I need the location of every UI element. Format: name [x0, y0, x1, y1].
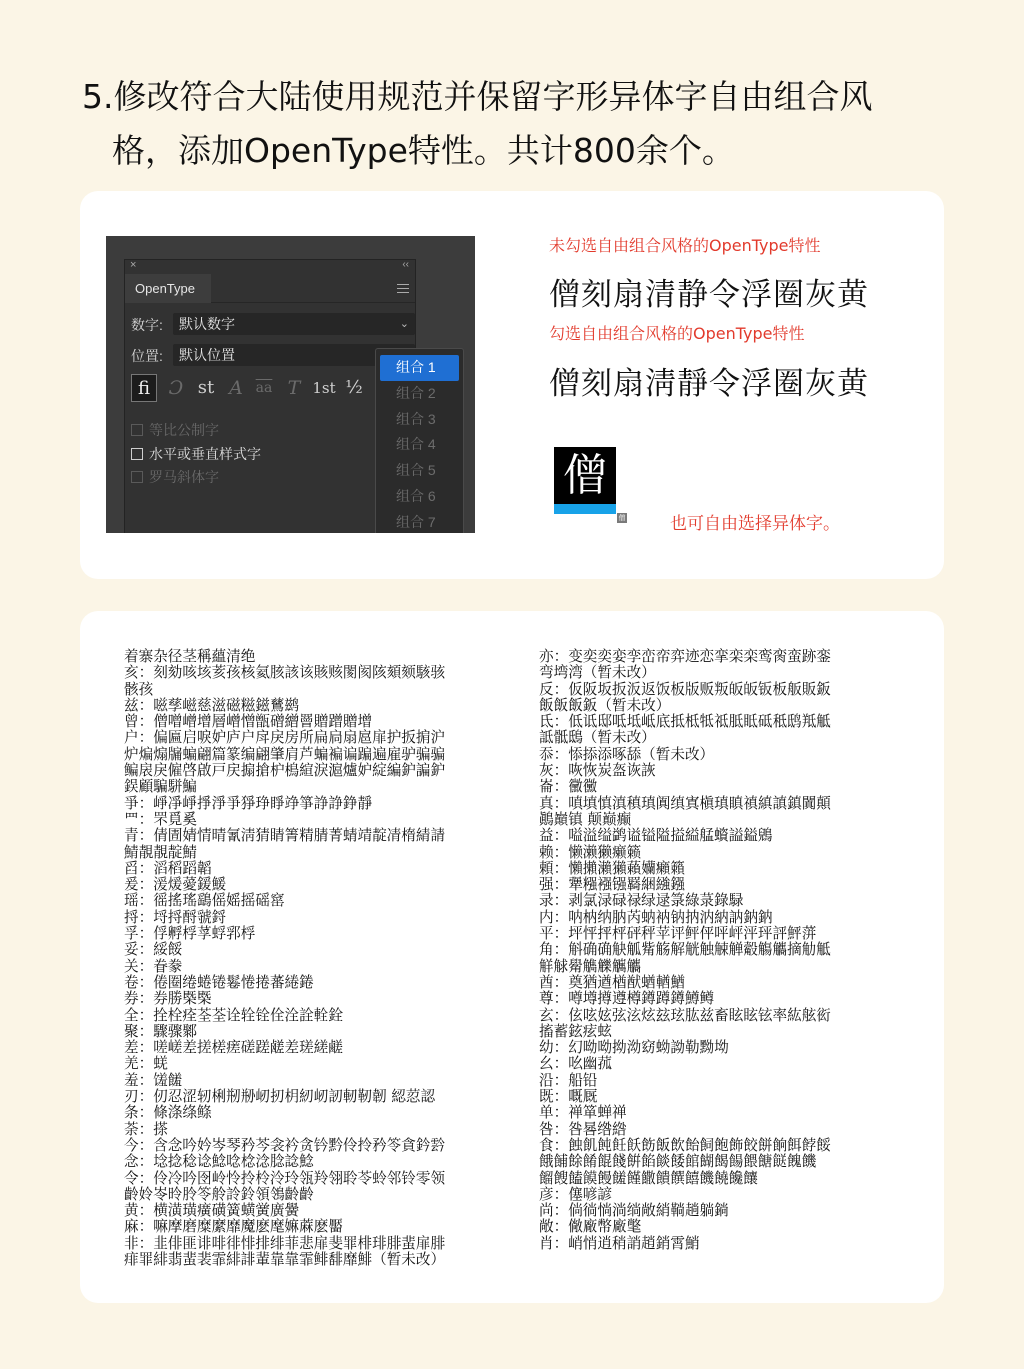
caption-feature-off: 未勾选自由组合风格的OpenType特性	[549, 236, 821, 255]
glyph-selection-highlight	[554, 504, 616, 514]
list-row: 孚：俘孵桴莩蜉郛桴	[124, 925, 256, 943]
list-row: 彦：僿喭諺	[539, 1185, 612, 1203]
list-row: 忝：悿掭添啄舔（暂未改）	[539, 745, 715, 763]
stylistic-alternate-button[interactable]: A	[229, 377, 243, 399]
list-row: 爰：湲煖薆鍰鰀	[124, 876, 227, 894]
checkbox-label: 等比公制字	[149, 422, 219, 438]
selected-glyph-preview[interactable]: 僧	[554, 447, 616, 507]
contextual-alternate-button[interactable]: T	[287, 377, 301, 399]
list-row: 鳊扆戾僱啓啟戸戻搧搶枦樢縇淚滬爐妒綻編鈩諞鈩	[124, 762, 446, 780]
fraction-button[interactable]: ½	[345, 377, 363, 398]
list-row: 酋：奠猶遒楢猷蝤輶鰌	[539, 973, 685, 991]
menu-item-combo-2[interactable]: 组合 2	[396, 384, 436, 401]
list-row: 黄：横潢璜癀磺簧蟥黉廣黌	[124, 1202, 300, 1220]
panel-tab-row	[125, 274, 415, 303]
close-icon[interactable]: ×	[130, 259, 137, 271]
list-row: 聚：驟骤鄹	[124, 1022, 197, 1040]
checkbox-box	[131, 424, 143, 436]
panel-title-bar	[125, 260, 415, 274]
panel-menu-icon[interactable]	[397, 284, 409, 296]
list-row: 强：犟糨襁镪羇綑繈鏹	[539, 876, 685, 894]
list-row: 羌：蜣	[124, 1055, 168, 1073]
menu-item-combo-6[interactable]: 组合 6	[396, 487, 436, 504]
list-row: 单：禅箪蝉禅	[539, 1104, 627, 1122]
list-row: 鋘顧騙駢鯿	[124, 778, 197, 796]
list-row: 麻：嘛摩磨糜縻靡魔麽麾嫲蔴麽靨	[124, 1218, 343, 1236]
list-row: 瑶：徭搖瑤鷂傜媱摇磘窰	[124, 892, 285, 910]
checkbox-box	[131, 471, 143, 483]
ligature-button[interactable]: ﬁ	[131, 374, 157, 402]
list-row: 令：伶冷吟囹岭怜拎柃泠玲瓴羚翎聆苓蛉邻铃零领	[124, 1169, 446, 1187]
list-row: 念：埝捻稔谂鯰唸棯淰腍諗鯰	[124, 1153, 314, 1171]
chevron-down-icon: ⌄	[399, 318, 409, 330]
heading-line-1: 5.修改符合大陆使用规范并保留字形异体字自由组合风	[82, 77, 873, 116]
list-row: 角：斛确确觖觚觜觞解觥触觫觯觳觴觿摘觔觝	[539, 941, 831, 959]
list-row: 鯖靚靚靛鯖	[124, 843, 197, 861]
list-row: 荼：搽	[124, 1120, 168, 1138]
menu-item-combo-5[interactable]: 组合 5	[396, 462, 436, 479]
list-row: 今：含念吟妗岑琴矜芩衾衿贪钤黔伶拎矜笭貪鈐霒	[124, 1136, 446, 1154]
tab-opentype[interactable]: OpenType	[125, 274, 211, 303]
list-row: 反：仮阪坂扳汳返饭板版贩叛皈皈钣板舨販鈑	[539, 680, 831, 698]
list-row: 飯飯飯鈑（暂未改）	[539, 696, 671, 714]
list-row: 幼：幻呦呦拗泑窈蚴詏勒黝坳	[539, 1039, 729, 1057]
combination-dropdown-menu	[375, 348, 464, 533]
list-row: 内：呐枘纳肭芮蚋衲钠抐汭納訥鈉鈉	[539, 908, 773, 926]
list-row: 頼：懶攋瀨獺藾孏癩籟	[539, 859, 685, 877]
heading-line-2: 格，添加OpenType特性。共计800余个。	[112, 131, 735, 170]
list-row: 全：拴栓痊荃荃诠辁铨佺洤詮輇銓	[124, 1006, 343, 1024]
list-row: 咎：咎晷绺綹	[539, 1120, 627, 1138]
caption-free-alternates: 也可自由选择异体字。	[670, 514, 840, 534]
list-row: 羞：馐饈	[124, 1071, 183, 1089]
list-row: 炉煸煽牖蝙翩篇篆编翩肇肩芦蝙褊谝蹁遍雇驴骗骗	[124, 745, 446, 763]
swash-button[interactable]: Ɔ	[168, 377, 184, 399]
proportional-metrics-checkbox[interactable]	[131, 420, 219, 440]
opentype-panel-screenshot	[106, 236, 475, 533]
list-row: 舀：滔稻蹈韜	[124, 859, 212, 877]
sample-text-feature-on: 僧刻扇淸靜令浮圈灰黄	[549, 366, 869, 402]
list-row: 条：條涤绦鲦	[124, 1104, 212, 1122]
list-row: 餓餔餘餚餛餞餠餡餤餧館餬餲餳餵餹餸餽饑	[539, 1153, 817, 1171]
list-row: 骸孩	[124, 680, 154, 698]
discretionary-ligature-button[interactable]: st	[197, 377, 215, 398]
list-row: 敞：僘廠幣廠氅	[539, 1218, 642, 1236]
list-row: 赖：懒濑獭癞籁	[539, 843, 642, 861]
list-row: 亦：变奕奕娈孪峦帟弈迹恋挛栾栾鸾脔蛮跡銮	[539, 648, 831, 665]
menu-item-combo-7[interactable]: 组合 7	[396, 513, 436, 530]
list-row: 真：嗔填慎滇稹瑱阗缜寘槇瑱瞋禛縝謓鎮闐顛	[539, 794, 831, 812]
number-select-value: 默认数字	[179, 316, 235, 332]
list-row: 幺：吆幽菰	[539, 1055, 612, 1073]
list-row: 益：嗌溢缢鹢谥镒隘搤縊艋蠀謚鎰鶂	[539, 827, 773, 845]
list-row: 灰：咴恢炭盔诙詼	[539, 762, 656, 780]
list-row: 沿：船铅	[539, 1071, 598, 1089]
number-select[interactable]	[173, 313, 415, 335]
list-row: 尚：倘徜惝淌绱敞綃鞝趟躺鋿	[539, 1202, 729, 1220]
list-row: 齡姈岺昤朎笭舲詅鈴領鴒齡齡	[124, 1185, 314, 1203]
list-row: 搐蓄鉉痃蚿	[539, 1022, 612, 1040]
list-row: 食：蝕飢飩飪飫飭飯飲飴飼飽飾餃餅餉餌餑餒	[539, 1136, 831, 1154]
checkbox-label: 罗马斜体字	[149, 469, 219, 485]
number-field	[131, 313, 411, 335]
list-row: 平：坪怦抨枰砰秤苹评鲆伻呯岼泙玶評鮃蓱	[539, 925, 817, 943]
menu-item-combo-1[interactable]: 组合 1	[380, 355, 459, 381]
position-label: 位置:	[131, 348, 163, 364]
list-row: 户：偏匾启唳妒庐户戽戾房所扁扃扇扈扉护扳掮沪	[124, 729, 446, 747]
list-row: 玄：伭呟妶弦泫炫玆玹肱兹畜眩眩铉率紘舷衒	[539, 1006, 831, 1024]
list-row: 捋：埒捋酹虢鋝	[124, 908, 227, 926]
list-row: 弯塆湾（暂未改）	[539, 664, 656, 682]
list-row: 既：嘅厩	[539, 1088, 598, 1106]
character-list-right-column	[539, 649, 909, 1252]
position-field	[131, 344, 411, 366]
checkbox-label: 水平或垂直样式字	[149, 446, 261, 462]
list-row: 罒：罘覓奚	[124, 810, 197, 828]
list-row: 觧觩觷觹觻觽觿	[539, 957, 642, 975]
ordinal-button[interactable]: 1st	[312, 379, 336, 397]
character-list-card	[80, 611, 944, 1303]
glyph-feature-buttons	[131, 374, 381, 402]
list-row: 亥：刻劾咳垓荄孩核氦胲該该賅赅閡阂陔頦颏駭骇	[124, 664, 446, 682]
list-row: 券：券勝㮣㮣	[124, 990, 212, 1008]
roman-italics-checkbox[interactable]	[131, 467, 219, 487]
list-row: 妥：綏餒	[124, 941, 183, 959]
list-row: 肖：峭悄逍稍誚趙銷霄鮹	[539, 1234, 700, 1252]
list-row: 非：韭俳匪诽啡徘悱排绯菲悲扉斐罪棑琲腓蜚扉腓	[124, 1234, 446, 1252]
list-row: 着寨杂径茎稱蘊清绝	[124, 648, 256, 665]
titling-alternate-button[interactable]: $\overline{aa}$	[255, 380, 273, 396]
list-row: 鷆巔镇 颠巅癫	[539, 810, 632, 828]
horizontal-vertical-style-checkbox[interactable]	[131, 444, 261, 464]
list-row: 痱罪緋翡蜚裴霏緋誹輩靠靠霏鲱馡靡鯡（暂未改）	[124, 1250, 446, 1268]
sample-text-feature-off: 僧刻扇清静令浮圈灰黄	[549, 277, 869, 313]
list-row: 关：眷豢	[124, 957, 183, 975]
opentype-panel	[124, 259, 416, 533]
list-row: 卷：倦圈绻蜷锩鬈惓捲蕃綣錈	[124, 973, 314, 991]
collapse-icon[interactable]: ‹‹	[402, 259, 409, 270]
list-row: 兹：嗞孳嵫慈滋磁糍鎡鶿鹚	[124, 696, 300, 714]
list-row: 餾餿饁饃饅饈饉饊饋饌饎饑饒饞饟	[539, 1169, 758, 1187]
menu-item-combo-4[interactable]: 组合 4	[396, 436, 436, 453]
checkbox-box	[131, 448, 143, 460]
list-row: 詆骶鴟（暂未改）	[539, 729, 656, 747]
list-row: 刃：仞忍涩轫梸剏剙屻扨枂紉屻訒軔靭韌 綛荵認	[124, 1088, 436, 1106]
character-list-left-column	[124, 649, 494, 1268]
list-row: 崙：黴黴	[539, 778, 598, 796]
list-row: 尊：噂墫撙遵樽鐏蹲鐏鱒鳟	[539, 990, 715, 1008]
list-row: 差：嗟嵯差搓槎瘥磋蹉鹾差瑳縒鹺	[124, 1039, 343, 1057]
page-heading	[82, 70, 962, 178]
list-row: 曾：僧噌嶒增層嶒憎甑磳繒罾贈蹭贈增	[124, 713, 373, 731]
list-row: 爭：崢凈崢掙淨爭猙琤睜竫箏諍諍錚靜	[124, 794, 373, 812]
opentype-demo-card	[80, 191, 944, 579]
alternate-glyph-popup-icon[interactable]: 僧	[618, 514, 626, 522]
caption-feature-on: 勾选自由组合风格的OpenType特性	[549, 324, 805, 343]
menu-item-combo-3[interactable]: 组合 3	[396, 410, 436, 427]
number-label: 数字:	[131, 317, 163, 333]
position-select-value: 默认位置	[179, 347, 235, 363]
list-row: 录：剥氯渌碌禄绿逯箓綠菉錄騄	[539, 892, 744, 910]
list-row: 氐：低诋邸呧坻岻底抵柢牴祗胝眡砥秪鸱羝觝	[539, 713, 831, 731]
list-row: 青：倩圊婧情晴氰淸猜睛箐精腈菁蜻靖靛凊楕綪請	[124, 827, 446, 845]
